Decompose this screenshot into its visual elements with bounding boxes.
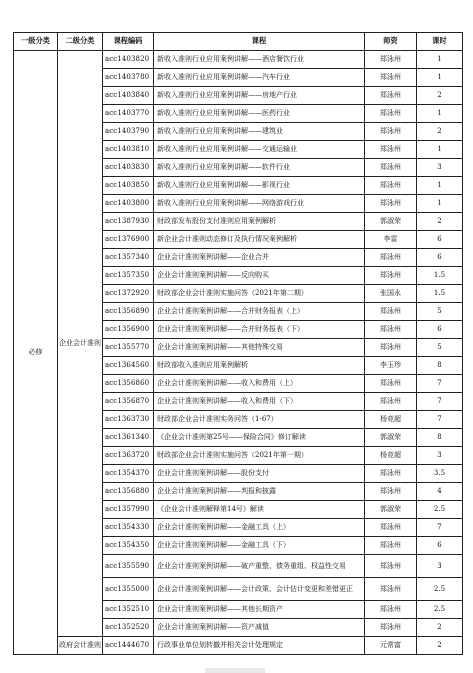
course-code-cell: acc1355770 (103, 339, 154, 357)
table-row (14, 51, 463, 69)
course-name-cell: 新收入准则行业应用案例讲解——医药行业 (154, 105, 365, 123)
table-row (14, 637, 463, 655)
course-name-cell: 《企业会计准则第25号——保险合同》修订解读 (154, 429, 365, 447)
hours-cell: 2.5 (417, 578, 463, 601)
teacher-cell: 郑泳州 (365, 555, 417, 578)
course-code-cell: acc1356860 (103, 375, 154, 393)
course-name-cell: 新收入准则行业应用案例讲解——汽车行业 (154, 69, 365, 87)
course-code-cell: acc1403850 (103, 177, 154, 195)
course-code-cell: acc1354330 (103, 519, 154, 537)
teacher-cell: 郑泳州 (365, 249, 417, 267)
course-code-cell: acc1356870 (103, 393, 154, 411)
level1-category-cell: 必修 (14, 51, 58, 655)
level2-category-cell-enterprise: 企业会计准则 (58, 51, 103, 637)
hours-cell: 4 (417, 483, 463, 501)
page-bottom-mark (205, 668, 265, 673)
hours-cell: 1.5 (417, 267, 463, 285)
teacher-cell: 郑泳州 (365, 519, 417, 537)
teacher-cell: 郑泳州 (365, 69, 417, 87)
header-hours: 课时 (417, 33, 463, 51)
course-code-cell: acc1357990 (103, 501, 154, 519)
course-name-cell: 新企业会计准则动态修订及执行情况案例解析 (154, 231, 365, 249)
course-name-cell: 企业会计准则案例讲解——金融工具（上） (154, 519, 365, 537)
course-code-cell: acc1354350 (103, 537, 154, 555)
teacher-cell: 郑泳州 (365, 578, 417, 601)
teacher-cell: 郑泳州 (365, 177, 417, 195)
course-code-cell: acc1403800 (103, 195, 154, 213)
course-name-cell: 企业会计准则案例讲解——判报和披露 (154, 483, 365, 501)
teacher-cell: 郑泳州 (365, 537, 417, 555)
course-name-cell: 财政部企业会计准则实施问答（2021年第一期） (154, 447, 365, 465)
teacher-cell: 郭淑荣 (365, 429, 417, 447)
hours-cell: 6 (417, 231, 463, 249)
hours-cell: 7 (417, 393, 463, 411)
hours-cell: 3 (417, 447, 463, 465)
course-code-cell: acc1403770 (103, 105, 154, 123)
header-code: 课程编码 (103, 33, 154, 51)
teacher-cell: 郑泳州 (365, 87, 417, 105)
course-code-cell: acc1354370 (103, 465, 154, 483)
course-code-cell: acc1403820 (103, 51, 154, 69)
course-code-cell: acc1403840 (103, 87, 154, 105)
teacher-cell: 杨竞超 (365, 411, 417, 429)
level2-category-cell-government: 政府会计准则 (58, 637, 103, 655)
course-name-cell: 企业会计准则案例讲解——合并财务报表（下） (154, 321, 365, 339)
course-name-cell: 新收入准则行业应用案例讲解——交通运输业 (154, 141, 365, 159)
course-code-cell: acc1403780 (103, 69, 154, 87)
course-code-cell: acc1352520 (103, 619, 154, 637)
course-name-cell: 企业会计准则案例讲解——破产重整、债务重组、权益性交易 (154, 555, 365, 578)
header-course: 课程 (154, 33, 365, 51)
hours-cell: 6 (417, 321, 463, 339)
hours-cell: 7 (417, 519, 463, 537)
teacher-cell: 郑泳州 (365, 123, 417, 141)
course-code-cell: acc1352510 (103, 601, 154, 619)
hours-cell: 1 (417, 51, 463, 69)
teacher-cell: 郑泳州 (365, 465, 417, 483)
course-code-cell: acc1356900 (103, 321, 154, 339)
hours-cell: 1.5 (417, 285, 463, 303)
hours-cell: 2 (417, 123, 463, 141)
teacher-cell: 郑泳州 (365, 619, 417, 637)
course-name-cell: 企业会计准则案例讲解——金融工具（下） (154, 537, 365, 555)
hours-cell: 8 (417, 357, 463, 375)
course-code-cell: acc1363720 (103, 447, 154, 465)
course-name-cell: 财政部企业会计准则实务问答（1-67） (154, 411, 365, 429)
course-name-cell: 财政部企业会计准则实施问答（2021年第二期） (154, 285, 365, 303)
hours-cell: 3 (417, 555, 463, 578)
hours-cell: 3.5 (417, 465, 463, 483)
course-name-cell: 企业会计准则案例讲解——合并财务报表（上） (154, 303, 365, 321)
course-name-cell: 新收入准则行业应用案例讲解——建筑业 (154, 123, 365, 141)
course-name-cell: 企业会计准则案例讲解——其他长期资产 (154, 601, 365, 619)
hours-cell: 2 (417, 637, 463, 655)
teacher-cell: 郑泳州 (365, 321, 417, 339)
hours-cell: 2 (417, 87, 463, 105)
course-code-cell: acc1444670 (103, 637, 154, 655)
course-name-cell: 新收入准则行业应用案例讲解——影视行业 (154, 177, 365, 195)
header-level2: 二级分类 (58, 33, 103, 51)
course-code-cell: acc1363730 (103, 411, 154, 429)
course-code-cell: acc1356880 (103, 483, 154, 501)
teacher-cell: 郭淑荣 (365, 213, 417, 231)
course-code-cell: acc1376900 (103, 231, 154, 249)
course-name-cell: 《企业会计准则解释第14号》解读 (154, 501, 365, 519)
course-name-cell: 企业会计准则案例讲解——股份支付 (154, 465, 365, 483)
course-name-cell: 新收入准则行业应用案例讲解——软件行业 (154, 159, 365, 177)
course-code-cell: acc1403830 (103, 159, 154, 177)
teacher-cell: 元常富 (365, 637, 417, 655)
course-code-cell: acc1357340 (103, 249, 154, 267)
hours-cell: 1 (417, 195, 463, 213)
teacher-cell: 郑泳州 (365, 375, 417, 393)
course-name-cell: 企业会计准则案例讲解——收入和费用（下） (154, 393, 365, 411)
course-table-container (13, 32, 462, 655)
course-code-cell: acc1387930 (103, 213, 154, 231)
teacher-cell: 郑泳州 (365, 483, 417, 501)
course-code-cell: acc1364560 (103, 357, 154, 375)
course-code-cell: acc1403810 (103, 141, 154, 159)
course-name-cell: 新收入准则行业应用案例讲解——酒店餐饮行业 (154, 51, 365, 69)
hours-cell: 6 (417, 537, 463, 555)
course-name-cell: 企业会计准则案例讲解——其他特殊交易 (154, 339, 365, 357)
teacher-cell: 李雷 (365, 231, 417, 249)
course-code-cell: acc1357350 (103, 267, 154, 285)
hours-cell: 7 (417, 411, 463, 429)
hours-cell: 2 (417, 619, 463, 637)
course-name-cell: 企业会计准则案例讲解——会计政策、会计估计变更和差错更正 (154, 578, 365, 601)
header-teacher: 师资 (365, 33, 417, 51)
course-name-cell: 行政事业单位划转撤并相关会计处理规定 (154, 637, 365, 655)
teacher-cell: 郑泳州 (365, 303, 417, 321)
course-name-cell: 企业会计准则案例讲解——收入和费用（上） (154, 375, 365, 393)
hours-cell: 3 (417, 159, 463, 177)
hours-cell: 5 (417, 303, 463, 321)
hours-cell: 5 (417, 339, 463, 357)
teacher-cell: 郑泳州 (365, 267, 417, 285)
hours-cell: 6 (417, 249, 463, 267)
course-code-cell: acc1355000 (103, 578, 154, 601)
hours-cell: 1 (417, 177, 463, 195)
course-name-cell: 财政部发布股份支付准则应用案例解析 (154, 213, 365, 231)
course-name-cell: 新收入准则行业应用案例讲解——网络游戏行业 (154, 195, 365, 213)
course-code-cell: acc1372920 (103, 285, 154, 303)
hours-cell: 1 (417, 105, 463, 123)
teacher-cell: 李玉珍 (365, 357, 417, 375)
teacher-cell: 郑泳州 (365, 195, 417, 213)
teacher-cell: 郑泳州 (365, 601, 417, 619)
course-name-cell: 企业会计准则案例讲解——资产减值 (154, 619, 365, 637)
course-code-cell: acc1356890 (103, 303, 154, 321)
course-name-cell: 财政部收入准则应用案例解析 (154, 357, 365, 375)
header-level1: 一级分类 (14, 33, 58, 51)
hours-cell: 2.5 (417, 501, 463, 519)
teacher-cell: 郑泳州 (365, 393, 417, 411)
teacher-cell: 郭淑荣 (365, 501, 417, 519)
hours-cell: 1 (417, 141, 463, 159)
course-code-cell: acc1403790 (103, 123, 154, 141)
hours-cell: 7 (417, 375, 463, 393)
teacher-cell: 郑泳州 (365, 105, 417, 123)
hours-cell: 2 (417, 213, 463, 231)
teacher-cell: 郑泳州 (365, 141, 417, 159)
table-body (14, 51, 463, 655)
hours-cell: 1 (417, 69, 463, 87)
course-name-cell: 企业会计准则案例讲解——企业合并 (154, 249, 365, 267)
table-header-row (14, 33, 463, 51)
teacher-cell: 郑泳州 (365, 51, 417, 69)
course-name-cell: 新收入准则行业应用案例讲解——房地产行业 (154, 87, 365, 105)
teacher-cell: 郑泳州 (365, 159, 417, 177)
course-code-cell: acc1355590 (103, 555, 154, 578)
teacher-cell: 张国永 (365, 285, 417, 303)
course-table (13, 32, 463, 655)
hours-cell: 2.5 (417, 601, 463, 619)
course-code-cell: acc1361340 (103, 429, 154, 447)
teacher-cell: 郑泳州 (365, 339, 417, 357)
teacher-cell: 杨竞超 (365, 447, 417, 465)
hours-cell: 8 (417, 429, 463, 447)
course-name-cell: 企业会计准则案例讲解——反向购买 (154, 267, 365, 285)
